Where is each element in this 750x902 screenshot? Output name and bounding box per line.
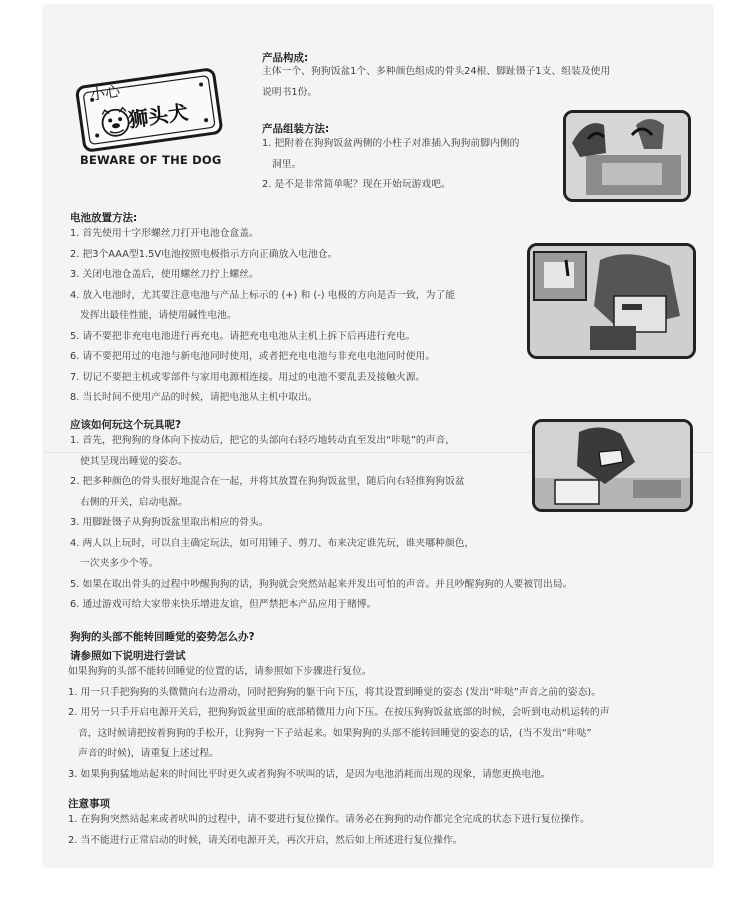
list-item: 3. 关闭电池仓盖后，使用螺丝刀拧上螺丝。 <box>70 269 259 280</box>
list-item: 1. 用一只手把狗狗的头微微向右边滑动，同时把狗狗的躯干向下压，将其设置到睡觉的姿态 (发出“咔哒”声音之前的姿态)。 <box>68 686 602 698</box>
battery-list <box>70 224 455 409</box>
reset-list <box>68 662 610 785</box>
list-item: 音，这时候请把按着狗狗的手松开，让狗狗一下子站起来。如果狗狗的头部不能转回睡觉的姿态的话，(当不发出“咔哒” <box>78 727 592 739</box>
list-item: 4. 放入电池时，尤其要注意电池与产品上标示的 (+) 和 (-) 电极的方向是否一致，为了能 <box>70 289 456 301</box>
logo-caption: BEWARE OF THE DOG <box>80 153 222 167</box>
battery-title: 电池放置方法: <box>70 212 138 224</box>
list-item: 右侧的开关，启动电源。 <box>80 496 188 508</box>
list-item: 2. 把3个AAA型1.5V电池按照电极指示方向正确放入电池仓。 <box>70 248 338 260</box>
logo-big-text: 狮头犬 <box>126 99 190 133</box>
list-item: 2. 用另一只手开启电源开关后，把狗狗饭盆里面的底部稍微用力向下压。在按压狗狗饭盆底部的时候，会听到电动机运转的声 <box>68 707 610 718</box>
list-item: 8. 当长时间不使用产品的时候，请把电池从主机中取出。 <box>70 392 318 403</box>
howto-title: 应该如何玩这个玩具呢? <box>70 419 182 431</box>
list-item: 3. 如果狗狗猛地站起来的时间比平时更久或者狗狗不吠叫的话，是因为电池消耗而出现的现象，请您更换电池。 <box>68 768 551 780</box>
battery-photo <box>527 243 696 359</box>
list-item: 1. 首先使用十字形螺丝刀打开电池仓盒盖。 <box>70 228 259 239</box>
list-item: 2. 把多种颜色的骨头很好地混合在一起，并将其放置在狗狗饭盆里，随后向右轻推狗狗饭盆 <box>70 476 465 487</box>
list-item: 声音的时候)，请重复上述过程。 <box>78 748 219 759</box>
notes-title: 注意事项 <box>68 798 110 810</box>
list-item: 一次夹多少个等。 <box>80 558 159 569</box>
composition-title: 产品构成: <box>262 52 309 64</box>
list-item: 6. 通过游戏可给大家带来快乐增进友谊，但严禁把本产品应用于赌博。 <box>70 599 377 610</box>
assembly-line: 洞里。 <box>272 158 302 170</box>
assembly-line: 2. 是不是非常简单呢？现在开始玩游戏吧。 <box>262 179 451 190</box>
reset-subtitle: 请参照如下说明进行尝试 <box>70 650 186 662</box>
howto-list <box>70 431 572 616</box>
list-item: 7. 切记不要把主机或零部件与家用电源相连接。用过的电池不要乱丢及接触火源。 <box>70 371 426 383</box>
assembly-title: 产品组装方法: <box>262 123 330 135</box>
list-item: 6. 请不要把用过的电池与新电池同时使用，或者把充电电池与非充电电池同时使用。 <box>70 351 436 362</box>
assembly-photo <box>563 110 691 202</box>
list-item: 5. 如果在取出骨头的过程中吵醒狗狗的话，狗狗就会突然站起来并发出可怕的声音。并且吵醒狗狗的人要被罚出局。 <box>70 578 573 590</box>
list-item: 如果狗狗的头部不能转回睡觉的位置的话，请参照如下步骤进行复位。 <box>68 666 372 677</box>
logo-small-text: 小心 <box>88 81 122 104</box>
assembly-body <box>262 134 519 196</box>
play-photo <box>532 419 693 512</box>
list-item: 使其呈现出睡觉的姿态。 <box>80 455 188 467</box>
assembly-line: 1. 把附着在狗狗饭盆两侧的小柱子对准插入狗狗前脚内侧的 <box>262 138 520 149</box>
composition-body <box>262 62 610 103</box>
reset-title: 狗狗的头部不能转回睡觉的姿势怎么办? <box>70 631 255 643</box>
list-item: 发挥出最佳性能，请使用碱性电池。 <box>80 310 237 321</box>
list-item: 4. 两人以上玩时，可以自主确定玩法，如可用锤子、剪刀、布来决定谁先玩，谁夹哪种颜色， <box>70 537 475 549</box>
list-item: 1. 首先，把狗狗的身体向下按动后，把它的头部向右轻巧地转动直至发出“咔哒”的声音， <box>70 435 456 446</box>
list-item: 1. 在狗狗突然站起来或者吠叫的过程中，请不要进行复位操作。请务必在狗狗的动作都完全完成的状态下进行复位操作。 <box>68 814 590 825</box>
composition-line: 说明书1份。 <box>262 86 318 98</box>
composition-line: 主体一个、狗狗饭盆1个、多种颜色组成的骨头24根、脚趾镊子1支、组装及使用 <box>262 66 611 77</box>
list-item: 5. 请不要把非充电电池进行再充电。请把充电电池从主机上拆下后再进行充电。 <box>70 330 416 342</box>
list-item: 2. 当不能进行正常启动的时候，请关闭电源开关，再次开启，然后如上所述进行复位操作。 <box>68 834 463 846</box>
notes-list <box>68 810 590 851</box>
list-item: 3. 用脚趾镊子从狗狗饭盆里取出相应的骨头。 <box>70 517 269 528</box>
